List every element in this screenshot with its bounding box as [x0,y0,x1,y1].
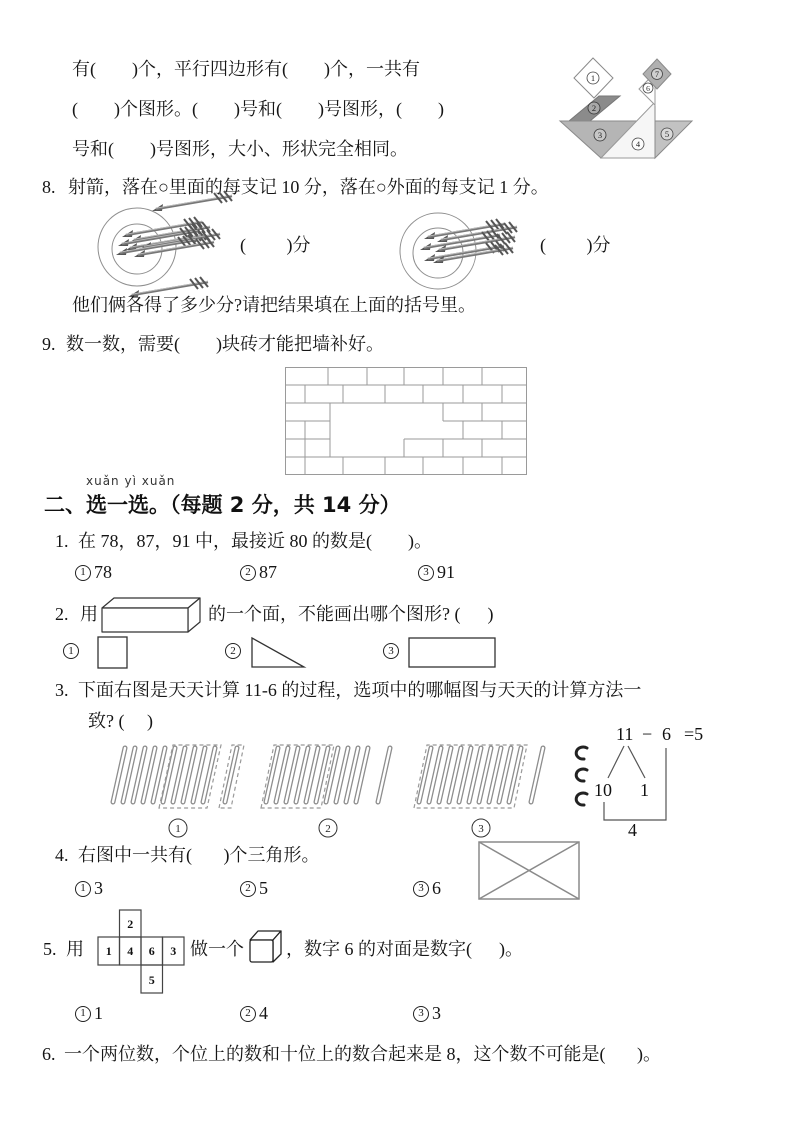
intro-line-3: 号和( )号图形，大小、形状完全相同。 [72,139,408,159]
q8-text: 射箭，落在○里面的每支记 10 分，落在○外面的每支记 1 分。 [68,177,549,197]
q5-cube-net-figure [96,909,186,995]
q5-net-cell-4: 4 [127,944,134,958]
tangram-label-6: 6 [646,84,650,93]
q4-option-1-label: 3 [94,878,103,898]
q5-net-cell-6: 6 [148,944,155,958]
q5-option-2 [240,1003,268,1024]
q2-square-figure [97,636,128,669]
q5-option-1-marker: 1 [75,1006,91,1022]
tangram-label-1: 1 [590,73,596,83]
q3-sticks-group-1 [113,745,244,808]
q4-option-1 [75,878,103,899]
q2-option-2 [225,643,241,659]
q8-footer: 他们俩各得了多少分?请把结果填在上面的括号里。 [72,295,476,315]
q5-option-1 [75,1003,103,1024]
q5-net-cell-3: 3 [170,944,177,958]
q5-option-2-label: 4 [259,1003,268,1023]
q4-option-3 [413,878,441,899]
q3-line2: 致? ( ) [88,711,153,731]
q2-triangle-figure [250,636,306,669]
q3-diagram-result: =5 [684,724,704,744]
tangram-label-7: 7 [655,70,659,79]
q9-number: 9. [42,334,56,354]
q2-option-2-marker: 2 [225,643,241,659]
q5-cube-figure [248,928,284,964]
q3-decomposition-diagram [562,720,762,840]
q2-rectangle-figure [408,637,496,668]
brick-wall-figure [285,367,527,475]
q1-option-1 [75,562,112,583]
q8-score-blank-2: ( )分 [540,235,611,255]
q4-option-3-label: 6 [432,878,441,898]
q5-option-3-marker: 3 [413,1006,429,1022]
q5-lead: 用 [66,939,84,959]
q4-text: 右图中一共有( )个三角形。 [78,845,320,865]
q1-option-1-label: 78 [94,562,112,582]
q2-option-3-marker: 3 [383,643,399,659]
q1-option-2-marker: 2 [240,565,256,581]
q1-option-3-marker: 3 [418,565,434,581]
q3-diagram-part-ten: 10 [594,780,612,800]
q3-sticks-group-3 [414,745,543,808]
q1-option-3-label: 91 [437,562,455,582]
q3-sticks-figure [103,742,548,842]
cuboid-figure [100,595,202,635]
q5-number: 5. [43,939,57,959]
q3-marker-2: 2 [325,823,331,835]
tangram-label-2: 2 [591,103,597,113]
q4-option-3-marker: 3 [413,881,429,897]
q5-option-3 [413,1003,441,1024]
q5-option-3-label: 3 [432,1003,441,1023]
q1-option-3 [418,562,455,583]
q5-tail: ，数字 6 的对面是数字( )。 [286,939,523,959]
section-pinyin: xuǎn yì xuǎn [86,474,176,488]
q9-text: 数一数，需要( )块砖才能把墙补好。 [66,334,384,354]
q1-option-2-label: 87 [259,562,277,582]
q3-diagram-subtrahend: 6 [662,724,671,744]
q3-marker-3: 3 [478,823,484,835]
q4-option-1-marker: 1 [75,881,91,897]
tangram-label-3: 3 [597,130,603,140]
q1-number: 1. [55,531,69,551]
tangram-label-5: 5 [664,129,670,139]
q3-diagram-operator: − [642,724,653,744]
q4-option-2-marker: 2 [240,881,256,897]
q4-rectangle-diagonals-figure [478,841,580,900]
q3-sticks-group-2 [261,745,390,808]
q3-marker-1: 1 [175,823,181,835]
q6-number: 6. [42,1044,56,1064]
intro-line-2: ( )个图形。( )号和( )号图形，( ) [72,99,444,119]
q1-option-1-marker: 1 [75,565,91,581]
q3-diagram-part-one: 1 [640,780,649,800]
q4-option-2-label: 5 [259,878,268,898]
q2-option-3 [383,643,399,659]
q3-diagram-step: 4 [628,820,637,840]
q2-tail: 的一个面，不能画出哪个图形? ( ) [208,604,494,624]
q2-option-1 [63,643,79,659]
q1-text: 在 78，87，91 中，最接近 80 的数是( )。 [78,531,432,551]
q6-text: 一个两位数，个位上的数和十位上的数合起来是 8，这个数不可能是( )。 [64,1044,661,1064]
q2-number: 2. [55,604,69,624]
q2-lead: 用 [80,604,98,624]
q5-net-cell-bottom: 5 [148,973,155,987]
q4-option-2 [240,878,268,899]
intro-line-1: 有( )个，平行四边形有( )个，一共有 [72,59,420,79]
q3-line1: 下面右图是天天计算 11-6 的过程，选项中的哪幅图与天天的计算方法一 [78,680,642,700]
q5-option-2-marker: 2 [240,1006,256,1022]
q8-score-blank-1: ( )分 [240,235,311,255]
tangram-label-4: 4 [635,139,641,149]
q5-net-cell-1: 1 [105,944,112,958]
section-title: 二、选一选。（每题 2 分，共 14 分） [44,493,401,517]
q1-option-2 [240,562,277,583]
tangram-figure [560,55,700,165]
q3-number: 3. [55,680,69,700]
q2-option-1-marker: 1 [63,643,79,659]
q8-number: 8. [42,177,56,197]
q3-diagram-minuend: 11 [616,724,634,744]
q5-net-cell-top: 2 [127,917,134,931]
q5-mid: 做一个 [190,939,244,959]
q5-option-1-label: 1 [94,1003,103,1023]
q4-number: 4. [55,845,69,865]
